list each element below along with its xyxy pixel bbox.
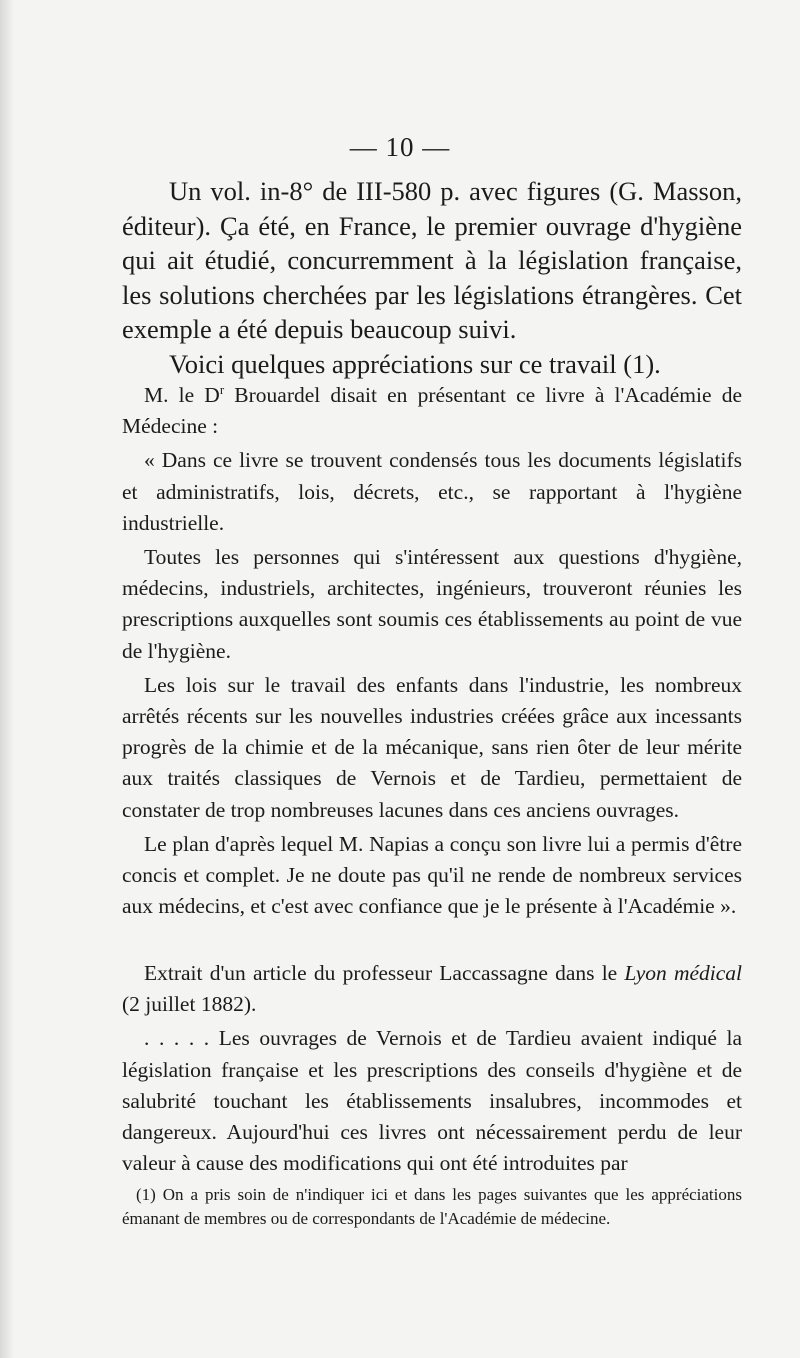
quote-paragraph: « Dans ce livre se trouvent condensés tous les documents législatifs et administratifs, lois, décrets, etc., se rapportant à l'hygiène industrielle. xyxy=(122,448,742,535)
lacassagne-excerpt: . . . . . Les ouvrages de Vernois et de Tardieu avaient indiqué la législation française et les prescriptions des conseils d'hygiène et de salubrité touchant les établissements insalubres, incommodes et dangereux. Aujourd'hui ces livres ont nécessairement perdu de leur valeur à cause des modifications qui ont été introduites par xyxy=(122,1026,742,1176)
intro-paragraph: Un vol. in-8° de III-580 p. avec figures (G. Masson, éditeur). Ça été, en France, le premier ouvrage d'hygiène qui ait étudié, concurremment à la législation française, les solutions cherchées par les législations étrangères. Cet exemple a été depuis beaucoup suivi. xyxy=(122,176,742,345)
page-number: — 10 — xyxy=(349,132,451,162)
quote-paragraph: Toutes les personnes qui s'intéressent aux questions d'hygiène, médecins, industriels, architectes, ingénieurs, trouveront réunies les prescriptions auxquelles sont soumis ces établissements au point de vue de l'hygiène. xyxy=(122,545,742,663)
lacassagne-section xyxy=(122,958,742,1179)
lacassagne-lead: Extrait d'un article du professeur Laccassagne dans le Lyon médical (2 juillet 1882). xyxy=(122,961,743,1017)
footnote: (1) On a pris soin de n'indiquer ici et dans les pages suivantes que les appréciations émanant de membres ou de correspondants de l'Académie de médecine. xyxy=(122,1185,742,1228)
quote-paragraph: Les lois sur le travail des enfants dans l'industrie, les nombreux arrêtés récents sur les nouvelles industries créées grâce aux incessants progrès de la chimie et de la mécanique, sans rien ôter de leur mérite aux traités classiques de Vernois et de Tardieu, permettaient de constater de trop nombreuses lacunes dans ces anciens ouvrages. xyxy=(122,672,742,822)
page-edge-shadow xyxy=(0,0,14,1358)
brouardel-lead: M. le $D^r$ Brouardel disait en présentant ce livre à l'Académie de Médecine : xyxy=(122,382,742,439)
quote-paragraph: Le plan d'après lequel M. Napias a conçu son livre lui a permis d'être concis et complet. Je ne doute pas qu'il ne rende de nombreux services aux médecins, et c'est avec confiance que je le présente à l'Académie ». xyxy=(122,831,742,919)
intro-section xyxy=(122,174,742,382)
journal-title: Lyon médical xyxy=(624,961,743,985)
footnote-section xyxy=(122,1183,742,1230)
appreciations-intro: Voici quelques appréciations sur ce travail (1). xyxy=(169,348,661,379)
brouardel-section xyxy=(122,380,742,922)
